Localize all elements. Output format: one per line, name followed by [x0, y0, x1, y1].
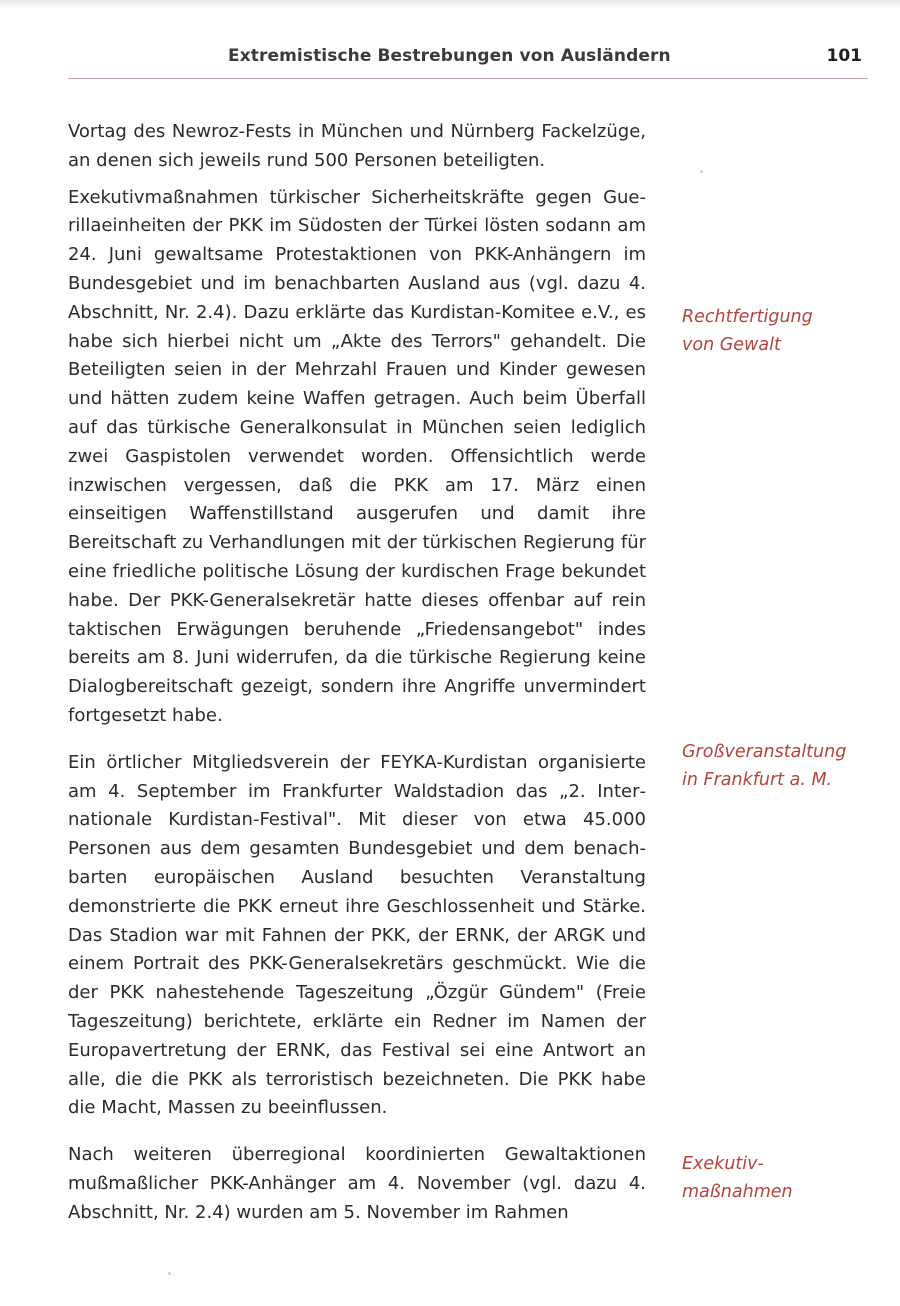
margin-note-executive-measures — [682, 1150, 882, 1206]
margin-note-line: Rechtfertigung — [682, 307, 813, 327]
paragraph-1: Vortag des Newroz-Fests in München und Nürnberg Fackelzüge, an denen sich jeweils rund 500 Personen beteiligten. — [68, 121, 646, 171]
main-text-column — [68, 118, 646, 1227]
margin-note-line: von Gewalt — [682, 335, 781, 355]
margin-note-line: maßnahmen — [682, 1182, 793, 1202]
scan-speck — [700, 170, 703, 173]
paragraph-2: Exekutivmaßnahmen türkischer Sicherheitskräfte gegen Guerillaeinheiten der PKK im Südosten der Türkei lösten sodann am 24. Juni gewaltsame Protestaktionen von PKK-Anhängern im Bundesgebiet und im benachbarten Ausland aus (vgl. dazu 4. Abschnitt, Nr. 2.4). Dazu erklärte das Kurdistan-Komitee e.V., es habe sich hierbei nicht um „Akte des Terrors" gehandelt. Die Beteiligten seien in der Mehrzahl Frauen und Kinder gewesen und hätten zudem keine Waffen getragen. Auch beim Überfall auf das türkische Generalkonsulat in München seien lediglich zwei Gaspistolen verwendet worden. Offensichtlich werde inzwischen vergessen, daß die PKK am 17. März einen einseitigen Waffenstillstand ausgerufen und damit ihre Bereitschaft zu Verhandlungen mit der türkischen Regierung für eine friedliche politische Lösung der kurdischen Frage bekundet habe. Der PKK-Generalsekretär hatte dieses offenbar auf rein taktischen Erwägungen beruhende „Friedensangebot" indes bereits am 8. Juni widerrufen, da die türkische Regierung keine Dialogbereitschaft gezeigt, sondern ihre Angriffe unvermindert fortgesetzt habe. — [68, 186, 646, 726]
running-header — [68, 44, 868, 79]
page-number: 101 — [826, 46, 862, 66]
margin-note-line: in Frankfurt a. M. — [682, 770, 833, 790]
margin-note-line: Großveranstaltung — [682, 742, 847, 762]
margin-note-justification — [682, 303, 882, 359]
page-top-shade — [0, 0, 900, 8]
paragraph-3: Ein örtlicher Mitgliedsverein der FEYKA-Kurdistan organisierte am 4. September im Frankfurter Waldstadion das „2. Internationale Kurdistan-Festival". Mit dieser von etwa 45.000 Personen aus dem gesamten Bundesgebiet und dem benachbarten europäischen Ausland besuchten Veranstaltung demonstrierte die PKK erneut ihre Geschlossenheit und Stärke. Das Stadion war mit Fahnen der PKK, der ERNK, der ARGK und einem Portrait des PKK-Generalsekretärs geschmückt. Wie die der PKK nahestehende Tageszeitung „Özgür Gündem" (Freie Tageszeitung) berichtete, erklärte ein Redner im Namen der Europavertretung der ERNK, das Festival sei eine Antwort an alle, die die PKK als terroristisch bezeichneten. Die PKK habe die Macht, Massen zu beeinflussen. — [68, 751, 646, 1119]
paragraph-4: Nach weiteren überregional koordinierten Gewaltaktionen mußmaßlicher PKK-Anhänger am 4. November (vgl. dazu 4. Abschnitt, Nr. 2.4) wurden am 5. November im Rahmen — [68, 1144, 646, 1223]
scan-speck — [168, 1272, 171, 1275]
margin-note-line: Exekutiv- — [682, 1154, 764, 1174]
header-title: Extremistische Bestrebungen von Ausländern — [228, 46, 671, 66]
margin-note-frankfurt-event — [682, 738, 882, 794]
